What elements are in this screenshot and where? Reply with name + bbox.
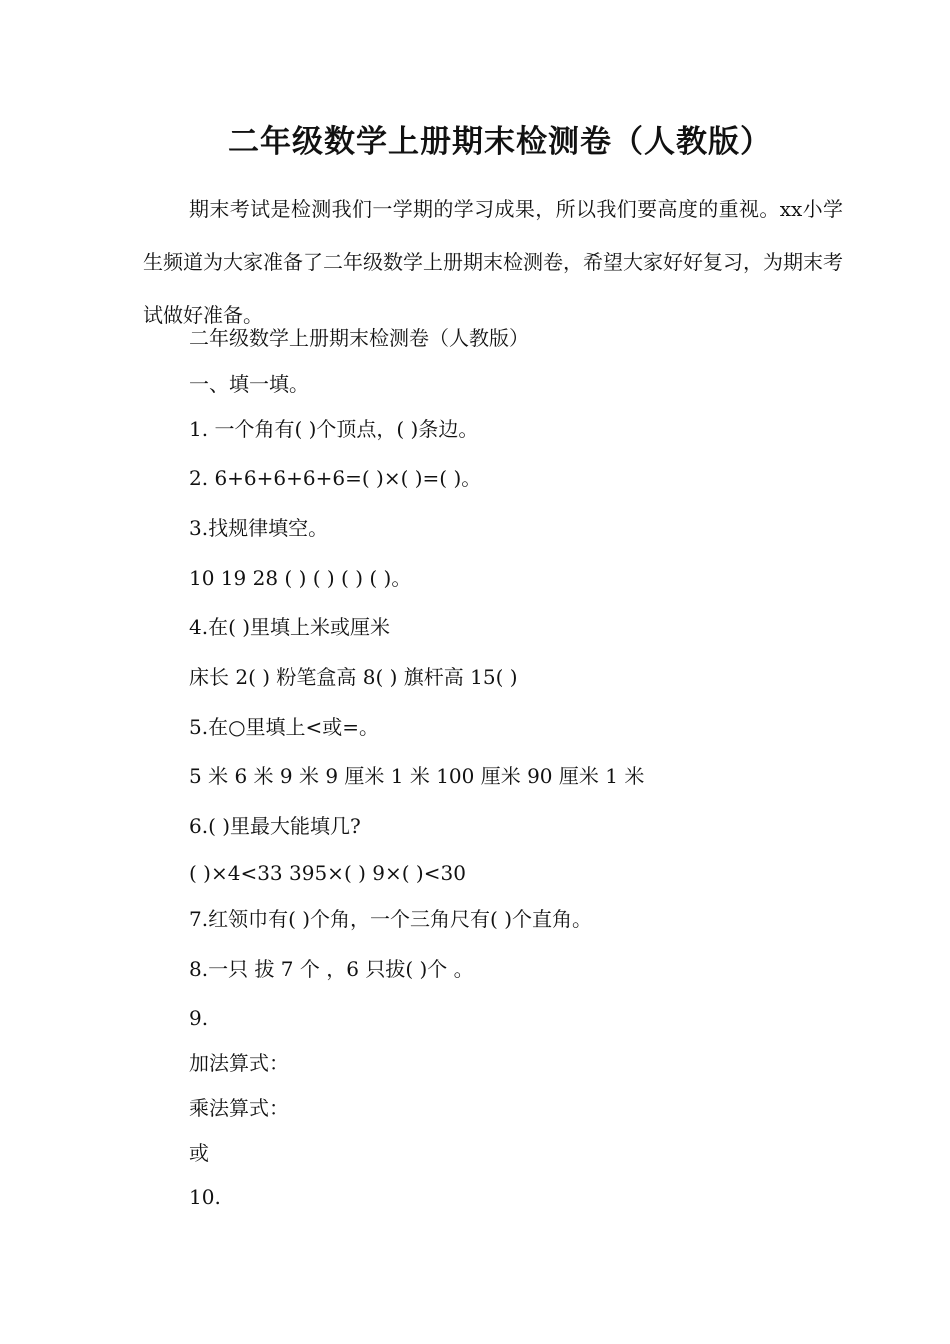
question-4-items: 床长 2( ) 粉笔盒高 8( ) 旗杆高 15( ) <box>189 665 518 689</box>
question-2: 2. 6+6+6+6+6=( )×( )=( )。 <box>189 466 482 490</box>
question-6: 6.( )里最大能填几? <box>189 814 361 838</box>
intro-paragraph: 期末考试是检测我们一学期的学习成果，所以我们要高度的重视。xx小学生频道为大家准备了二年级数学上册期末检测卷，希望大家好好复习，为期末考试做好准备。 <box>143 197 843 327</box>
question-9-multiplication: 乘法算式： <box>189 1096 289 1120</box>
section-heading: 一、填一填。 <box>189 372 309 396</box>
question-9-addition: 加法算式： <box>189 1051 289 1075</box>
question-7: 7.红领巾有( )个角，一个三角尺有( )个直角。 <box>189 907 593 931</box>
question-3-sequence: 10 19 28 ( ) ( ) ( ) ( )。 <box>189 566 412 590</box>
document-title: 二年级数学上册期末检测卷（人教版） <box>228 124 772 160</box>
question-1: 1. 一个角有( )个顶点，( )条边。 <box>189 417 479 441</box>
question-5: 5.在○里填上<或=。 <box>189 715 380 739</box>
question-9-or: 或 <box>189 1141 209 1165</box>
question-3: 3.找规律填空。 <box>189 516 329 540</box>
question-9: 9. <box>189 1006 209 1030</box>
subtitle-line: 二年级数学上册期末检测卷（人教版） <box>189 326 529 350</box>
question-4: 4.在( )里填上米或厘米 <box>189 615 391 639</box>
question-8: 8.一只 拔 7 个 ，6 只拔( )个 。 <box>189 957 474 981</box>
question-10: 10. <box>189 1185 221 1209</box>
question-6-items: ( )×4<33 395×( ) 9×( )<30 <box>189 861 466 885</box>
question-5-items: 5 米 6 米 9 米 9 厘米 1 米 100 厘米 90 厘米 1 米 <box>189 764 645 788</box>
